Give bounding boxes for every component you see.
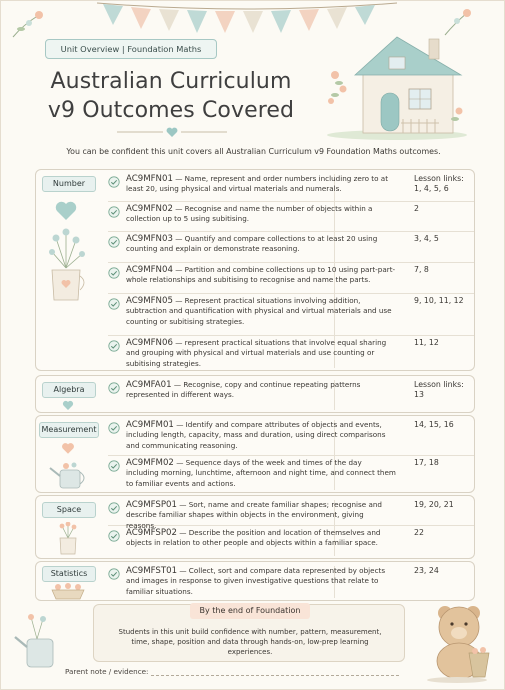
lesson-numbers: 11, 12: [414, 338, 439, 347]
outcome-code: AC9MFN02: [126, 204, 173, 214]
lesson-numbers: 19, 20, 21: [414, 500, 454, 509]
heart-icon: [61, 442, 75, 455]
outcome-row: [108, 265, 474, 294]
outcome-description: — Describe the position and location of themselves and objects in relation to other people and objects within a familiar space.: [126, 528, 381, 548]
heart-icon: [54, 200, 78, 222]
outcome-code: AC9MFST01: [126, 566, 178, 576]
section-space: [35, 495, 475, 559]
lesson-links-header: Lesson links:: [414, 380, 464, 389]
outcome-code: AC9MFN01: [126, 174, 173, 184]
outcome-text: [126, 234, 396, 255]
outcome-row: [108, 204, 474, 232]
outcome-code: AC9MFN03: [126, 234, 173, 244]
title-line-1: Australian Curriculum: [50, 69, 292, 94]
lesson-numbers: 22: [414, 528, 424, 537]
lesson-numbers: 2: [414, 204, 419, 213]
lesson-numbers: 3, 4, 5: [414, 234, 439, 243]
check-circle-icon: [108, 340, 120, 352]
outcome-description: — Identify and compare attributes of objects and events, including length, capacity, mass and duration, using direct comparisons and communicating reasoning.: [126, 420, 386, 450]
flower-basket-icon: [48, 582, 88, 600]
parent-note-label: Parent note / evidence:: [65, 667, 149, 676]
section-measurement: [35, 415, 475, 493]
check-circle-icon: [108, 267, 120, 279]
lesson-numbers: 1, 4, 5, 6: [414, 184, 449, 194]
lesson-numbers: 17, 18: [414, 458, 439, 467]
check-circle-icon: [108, 422, 120, 434]
flower-sprig-icon: [9, 7, 49, 41]
outcome-text: [126, 500, 396, 531]
outcome-row: [108, 458, 474, 492]
lesson-numbers: 13: [414, 390, 424, 400]
outcome-description: — Recognise and name the number of objects within a collection up to 5 using subitising.: [126, 204, 373, 224]
lesson-links-header: Lesson links:: [414, 174, 464, 183]
check-circle-icon: [108, 236, 120, 248]
summary-box: [93, 604, 405, 662]
outcome-text: [126, 204, 396, 225]
outcome-code: AC9MFM01: [126, 420, 174, 430]
lesson-numbers: 23, 24: [414, 566, 439, 575]
outcome-description: — Name, represent and order numbers including zero to at least 20, using physical and virtual materials and numerals.: [126, 174, 389, 194]
outcome-text: [126, 296, 396, 327]
outcome-row: [108, 234, 474, 263]
outcome-code: AC9MFA01: [126, 380, 172, 390]
watering-can-icon: [48, 460, 90, 490]
outcome-description: — Sequence days of the week and times of the day including morning, lunchtime, afternoon and night time, and connect them to familiar events and actions.: [126, 458, 396, 488]
section-label-number: Number: [42, 176, 96, 192]
outcome-code: AC9MFN06: [126, 338, 173, 348]
breadcrumb: Unit Overview | Foundation Maths: [45, 39, 217, 59]
outcome-text: [126, 566, 396, 597]
outcome-code: AC9MFN05: [126, 296, 173, 306]
outcome-row: [108, 420, 474, 456]
check-circle-icon: [108, 382, 120, 394]
section-number: [35, 169, 475, 371]
lesson-numbers: 9, 10, 11, 12: [414, 296, 464, 305]
outcome-row: [108, 380, 474, 410]
outcome-text: [126, 458, 396, 489]
outcome-row: [108, 338, 474, 370]
lesson-links: [414, 174, 474, 195]
summary-title: By the end of Foundation: [190, 603, 310, 619]
outcome-description: — Sort, name and create familiar shapes; recognise and describe familiar shapes within objects in the environment, giving reasons.: [126, 500, 382, 530]
outcome-row: [108, 500, 474, 530]
outcome-code: AC9MFSP02: [126, 528, 177, 538]
check-circle-icon: [108, 568, 120, 580]
title-line-2: v9 Outcomes Covered: [47, 98, 295, 123]
outcome-row: [108, 296, 474, 336]
outcome-row: [108, 566, 474, 600]
cottage-illustration: [319, 23, 469, 141]
section-label-statistics: Statistics: [42, 566, 96, 582]
lesson-numbers: 7, 8: [414, 265, 429, 274]
watering-can-icon: [13, 611, 63, 671]
outcome-description: — Recognise, copy and continue repeating patterns represented in different ways.: [126, 380, 361, 400]
check-circle-icon: [108, 206, 120, 218]
teddy-bear-icon: [419, 599, 495, 683]
lesson-numbers: 14, 15, 16: [414, 420, 454, 429]
outcome-text: [126, 380, 396, 401]
outcome-text: [126, 265, 396, 286]
flower-jar-icon: [56, 522, 80, 556]
section-label-space: Space: [42, 502, 96, 518]
outcome-description: — Collect, sort and compare data represented by objects and images in response to given investigative questions that relate to familiar situations.: [126, 566, 386, 596]
check-circle-icon: [108, 176, 120, 188]
check-circle-icon: [108, 530, 120, 542]
heart-icon: [62, 400, 74, 411]
check-circle-icon: [108, 460, 120, 472]
outcome-description: — represent practical situations that involve equal sharing and grouping with physical and virtual materials and use counting or subitising strategies.: [126, 338, 387, 368]
outcome-code: AC9MFSP01: [126, 500, 177, 510]
outcome-code: AC9MFM02: [126, 458, 174, 468]
section-label-measurement: Measurement: [39, 422, 99, 438]
lesson-links: [414, 380, 474, 401]
check-circle-icon: [108, 502, 120, 514]
page-title: [31, 67, 311, 125]
outcome-description: — Represent practical situations involving addition, subtraction and quantification with physical and virtual materials and use counting or subitising strategies.: [126, 296, 392, 326]
summary-text: Students in this unit build confidence with number, pattern, measurement, time, shape, position and data through hands-on, low-prep learning experiences.: [118, 628, 382, 657]
outcome-text: [126, 420, 396, 451]
outcome-description: — Partition and combine collections up to 10 using part-part-whole relationships and subitising to recognise and name the parts.: [126, 265, 396, 285]
outcome-text: [126, 174, 396, 195]
outcome-row: [108, 528, 474, 556]
outcome-text: [126, 528, 396, 549]
parent-note-line[interactable]: [151, 675, 399, 676]
section-statistics: [35, 561, 475, 601]
outcome-description: — Quantify and compare collections to at least 20 using counting and explain or demonstrate reasoning.: [126, 234, 378, 254]
check-circle-icon: [108, 298, 120, 310]
flower-jar-icon: [44, 228, 88, 304]
section-algebra: [35, 375, 475, 413]
heart-divider-icon: [113, 125, 231, 139]
outcome-code: AC9MFN04: [126, 265, 173, 275]
intro-text: You can be confident this unit covers all Australian Curriculum v9 Foundation Maths outcomes.: [66, 147, 441, 156]
outcome-text: [126, 338, 396, 369]
section-label-algebra: Algebra: [42, 382, 96, 398]
outcome-row: [108, 174, 474, 202]
